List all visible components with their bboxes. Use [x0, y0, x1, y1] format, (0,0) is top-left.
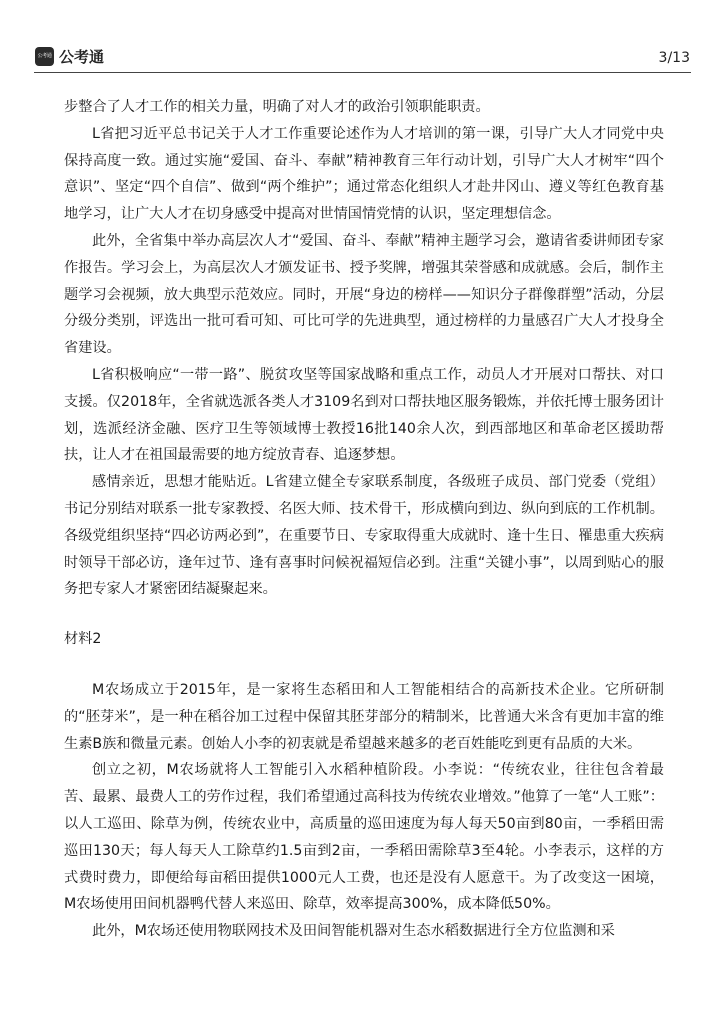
paragraph: L省积极响应“一带一路”、脱贫攻坚等国家战略和重点工作，动员人才开展对口帮扶、对口支援。仅2018年，全省就选派各类人才3109名到对口帮扶地区服务锻炼，并依托博士服务团计划，选派经济金融、医疗卫生等领域博士教授16批140余人次，到西部地区和革命老区援助帮扶，让人才在祖国最需要的地方绽放青春、追逐梦想。 — [64, 366, 664, 464]
document-body — [64, 94, 664, 945]
logo-badge-icon: 公考通 — [35, 47, 54, 66]
header-divider — [34, 72, 691, 73]
brand-logo — [35, 46, 104, 67]
paragraph: M农场成立于2015年，是一家将生态稻田和人工智能相结合的高新技术企业。它所研制的“胚芽米”，是一种在稻谷加工过程中保留其胚芽部分的精制米，比普通大米含有更加丰富的维生素B族和微量元素。创始人小李的初衷就是希望越来越多的老百姓能吃到更有品质的大米。 — [64, 681, 664, 752]
paragraph: 此外，M农场还使用物联网技术及田间智能机器对生态水稻数据进行全方位监测和采 — [92, 923, 615, 940]
paragraph: 感情亲近，思想才能贴近。L省建立健全专家联系制度，各级班子成员、部门党委（党组）书记分别结对联系一批专家教授、名医大师、技术骨干，形成横向到边、纵向到底的工作机制。各级党组织坚持“四必访两必到”，在重要节日、专家取得重大成就时、逢十生日、罹患重大疾病时领导干部必访，逢年过节、逢有喜事时问候祝福短信必到。注重“关键小事”，以周到贴心的服务把专家人才紧密团结凝聚起来。 — [64, 474, 664, 598]
page-number: 3/13 — [658, 50, 690, 66]
paragraph: 此外，全省集中举办高层次人才“爱国、奋斗、奉献”精神主题学习会，邀请省委讲师团专家作报告。学习会上，为高层次人才颁发证书、授予奖牌，增强其荣誉感和成就感。会后，制作主题学习会视频，放大典型示范效应。同时，开展“身边的榜样——知识分子群像群塑”活动，分层分级分类别，评选出一批可看可知、可比可学的先进典型，通过榜样的力量感召广大人才投身全省建设。 — [64, 232, 664, 357]
section-heading-material-2: 材料2 — [64, 631, 102, 648]
logo-text: 公考通 — [59, 48, 105, 66]
paragraph: 创立之初，M农场就将人工智能引入水稻种植阶段。小李说：“传统农业，往往包含着最苦、最累、最费人工的劳作过程，我们希望通过高科技为传统农业增效。”他算了一笔“人工账”：以人工巡田、除草为例，传统农业中，高质量的巡田速度为每人每天50亩到80亩，一季稻田需巡田130天；每人每天人工除草约1.5亩到2亩，一季稻田需除草3至4轮。小李表示，这样的方式费时费力，即便给每亩稻田提供1000元人工费，也还是没有人愿意干。为了改变这一困境，M农场使用田间机器鸭代替人来巡田、除草，效率提高300%，成本降低50%。 — [64, 762, 664, 913]
section-gap — [64, 653, 664, 677]
paragraph-continuation: 步整合了人才工作的相关力量，明确了对人才的政治引领职能职责。 — [64, 99, 490, 115]
paragraph: L省把习近平总书记关于人才工作重要论述作为人才培训的第一课，引导广大人才同党中央保持高度一致。通过实施“爱国、奋斗、奉献”精神教育三年行动计划，引导广大人才树牢“四个意识”、坚定“四个自信”、做到“两个维护”；通过常态化组织人才赴井冈山、遵义等红色教育基地学习，让广大人才在切身感受中提高对世情国情党情的认识，坚定理想信念。 — [64, 125, 664, 223]
page-header — [0, 0, 724, 72]
